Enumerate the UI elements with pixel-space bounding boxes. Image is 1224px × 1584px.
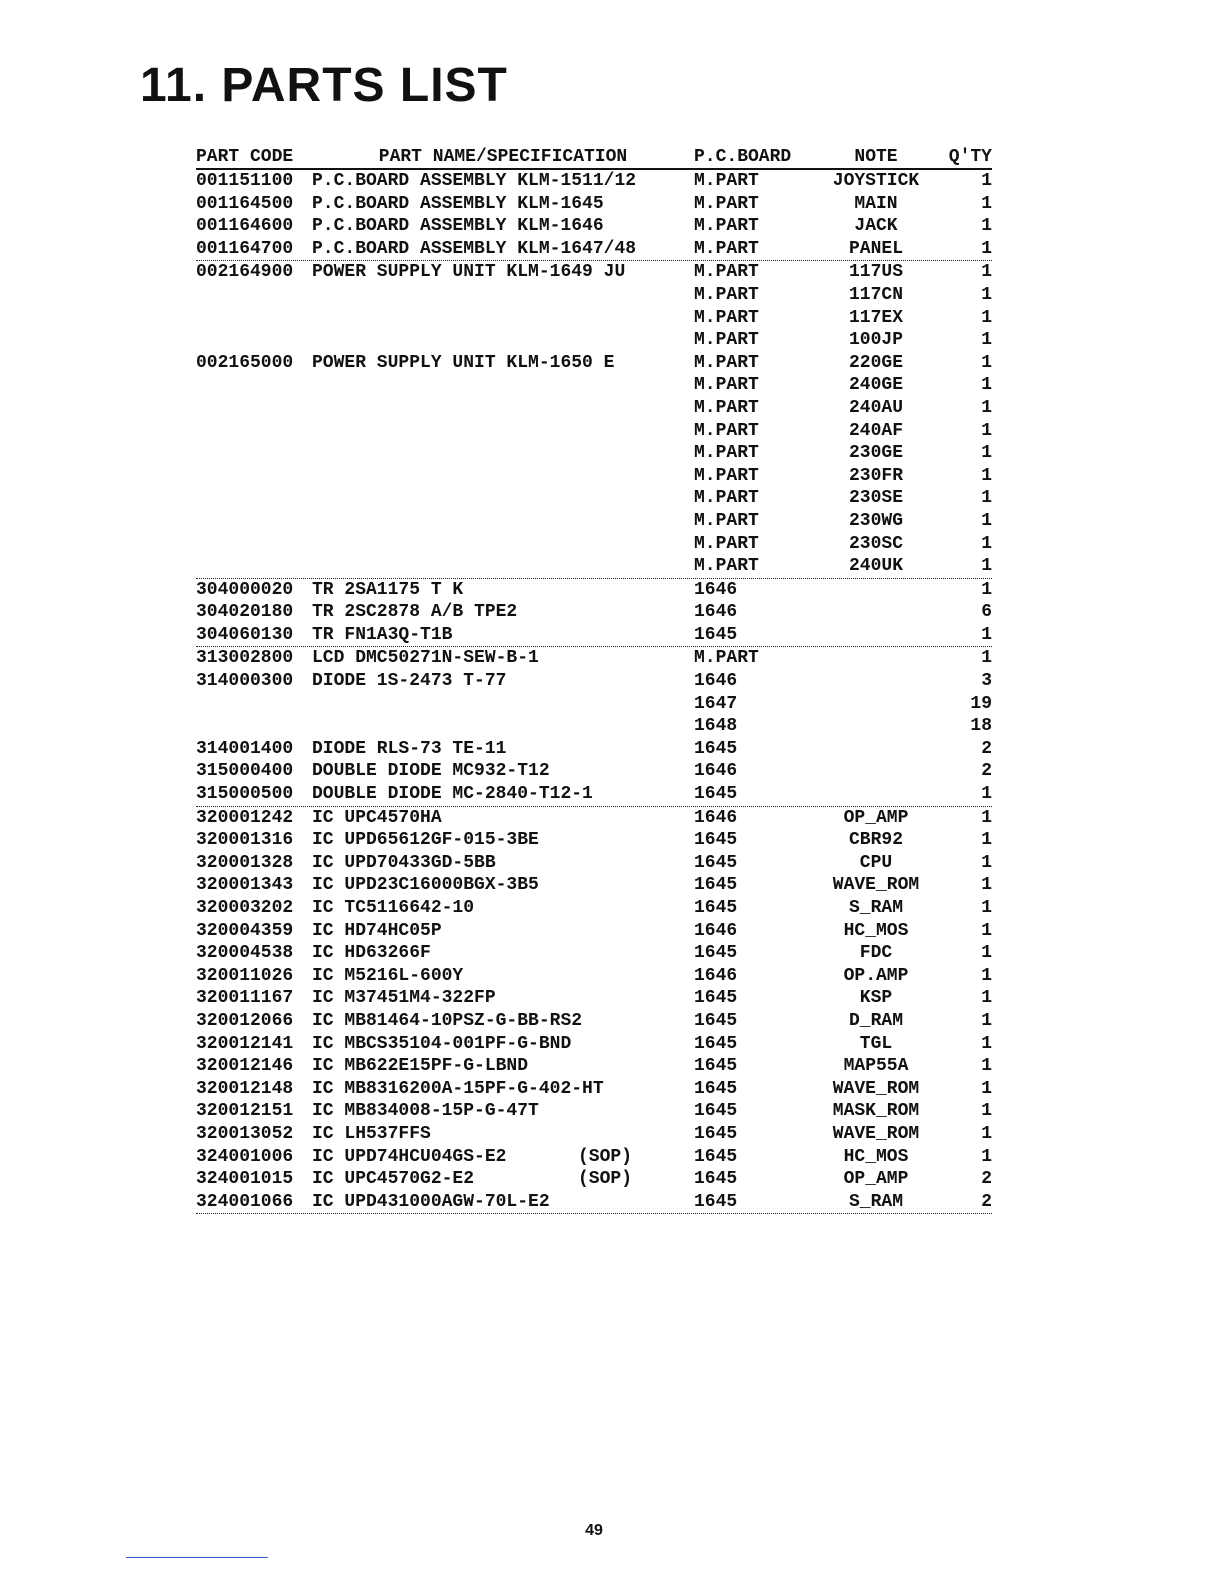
qty-cell: 1 [981, 920, 992, 941]
qty-cell: 1 [981, 171, 992, 191]
part-code-cell [196, 465, 312, 488]
pc-board-cell: M.PART [694, 352, 759, 373]
table-row [196, 1033, 992, 1056]
table-row [196, 942, 992, 965]
qty-cell: 18 [970, 716, 992, 737]
table-row [196, 307, 992, 330]
table-row [196, 760, 992, 783]
page-number: 49 [585, 1522, 603, 1539]
qty-cell: 1 [981, 375, 992, 396]
pc-board-cell: 1645 [694, 1078, 738, 1099]
part-code-cell: 001164500 [196, 193, 294, 214]
table-row [196, 1055, 992, 1078]
qty-cell: 1 [981, 397, 992, 418]
part-code-cell: 002165000 [196, 352, 294, 373]
part-code-cell: 304020180 [196, 602, 294, 623]
qty-cell: 1 [981, 784, 992, 805]
part-name-cell: IC UPD70433GD-5BB [312, 852, 496, 873]
part-name-cell [312, 693, 694, 716]
part-code-cell [196, 510, 312, 533]
part-code-cell [196, 420, 312, 443]
note-cell: TGL [859, 1033, 893, 1054]
part-code-cell: 320012066 [196, 1010, 294, 1031]
qty-cell: 1 [981, 216, 992, 237]
qty-cell: 1 [981, 556, 992, 577]
pc-board-cell: M.PART [694, 375, 759, 396]
pc-board-cell: 1648 [694, 716, 738, 737]
table-row [196, 442, 992, 465]
part-code-cell [196, 715, 312, 738]
qty-cell: 1 [981, 488, 992, 509]
part-name-cell: IC MB81464-10PSZ-G-BB-RS2 [312, 1010, 583, 1031]
table-row [196, 965, 992, 988]
footer-rule [126, 1557, 268, 1558]
qty-cell: 1 [981, 443, 992, 464]
header-qty: Q'TY [948, 147, 992, 167]
package-type: (SOP) [578, 1146, 633, 1167]
part-code-cell: 320012146 [196, 1056, 294, 1077]
part-code-cell: 320011026 [196, 965, 294, 986]
table-row [196, 487, 992, 510]
pc-board-cell: M.PART [694, 284, 759, 305]
page-title: 11. PARTS LIST [140, 59, 508, 112]
pc-board-cell: 1645 [694, 1010, 738, 1031]
note-cell: FDC [859, 943, 893, 964]
qty-cell: 1 [981, 807, 992, 828]
pc-board-cell: 1645 [694, 1056, 738, 1077]
part-code-cell: 304060130 [196, 624, 294, 645]
note-cell: WAVE_ROM [832, 1123, 920, 1144]
qty-cell: 1 [981, 852, 992, 873]
part-code-cell: 320011167 [196, 988, 294, 1009]
note-cell [814, 579, 938, 602]
table-row [196, 874, 992, 897]
qty-cell: 2 [981, 1191, 992, 1212]
qty-cell: 1 [981, 465, 992, 486]
pc-board-cell: M.PART [694, 193, 759, 214]
pc-board-cell: 1646 [694, 602, 738, 623]
part-code-cell: 320001316 [196, 830, 294, 851]
part-code-cell: 002164900 [196, 262, 294, 283]
note-cell: MAIN [854, 193, 898, 214]
part-code-cell: 320004538 [196, 943, 294, 964]
table-row [196, 397, 992, 420]
part-name-cell [312, 307, 694, 330]
pc-board-cell: 1646 [694, 671, 738, 692]
table-row [196, 510, 992, 533]
pc-board-cell: 1645 [694, 988, 738, 1009]
note-cell [814, 738, 938, 761]
note-cell: D_RAM [848, 1010, 903, 1031]
part-name-cell: DOUBLE DIODE MC-2840-T12-1 [312, 784, 593, 805]
part-code-cell: 320012148 [196, 1078, 294, 1099]
part-name-cell [312, 374, 694, 397]
note-cell: 230SC [848, 533, 903, 554]
header-part-name: PART NAME/SPECIFICATION [378, 147, 628, 167]
part-name-cell: IC UPD74HCU04GS-E2 (SOP) [312, 1146, 633, 1167]
part-name-cell: IC UPC4570G2-E2 (SOP) [312, 1169, 633, 1190]
note-cell: 100JP [848, 330, 903, 351]
part-name-cell [312, 533, 694, 556]
note-cell: JOYSTICK [832, 171, 920, 191]
part-name-cell: IC UPD65612GF-015-3BE [312, 830, 539, 851]
table-row [196, 533, 992, 556]
part-code-cell [196, 693, 312, 716]
part-code-cell [196, 329, 312, 352]
part-code-cell: 324001066 [196, 1191, 294, 1212]
part-code-cell [196, 374, 312, 397]
table-row [196, 1010, 992, 1033]
part-code-cell: 314001400 [196, 738, 294, 759]
table-row [196, 284, 992, 307]
pc-board-cell: 1645 [694, 1146, 738, 1167]
table-body [196, 170, 992, 1214]
note-cell: PANEL [848, 238, 903, 259]
qty-cell: 1 [981, 420, 992, 441]
note-cell: S_RAM [848, 898, 903, 918]
part-name-cell: IC UPC4570HA [312, 807, 442, 828]
pc-board-cell: 1646 [694, 761, 738, 782]
qty-cell: 1 [981, 307, 992, 328]
part-name-cell: DIODE RLS-73 TE-11 [312, 738, 507, 759]
part-code-cell: 314000300 [196, 671, 294, 692]
note-cell: WAVE_ROM [832, 1078, 920, 1099]
part-name-cell: IC HD63266F [312, 943, 431, 964]
pc-board-cell: 1645 [694, 898, 738, 918]
table-row [196, 352, 992, 375]
qty-cell: 1 [981, 830, 992, 851]
qty-cell: 1 [981, 330, 992, 351]
qty-cell: 2 [981, 761, 992, 782]
header-part-code: PART CODE [196, 147, 294, 167]
qty-cell: 19 [970, 693, 992, 714]
header-note: NOTE [854, 147, 898, 167]
part-code-cell: 001164600 [196, 216, 294, 237]
note-cell: 220GE [848, 352, 903, 373]
part-code-cell: 001151100 [196, 171, 294, 191]
qty-cell: 1 [981, 533, 992, 554]
pc-board-cell: M.PART [694, 510, 759, 531]
note-cell [814, 601, 938, 624]
note-cell: 240AF [848, 420, 903, 441]
table-row [196, 897, 992, 920]
table-row [196, 738, 992, 761]
part-name-cell: IC MB834008-15P-G-47T [312, 1101, 539, 1122]
qty-cell: 6 [981, 602, 992, 623]
note-cell [814, 670, 938, 693]
pc-board-cell: M.PART [694, 307, 759, 328]
note-cell: CPU [859, 852, 893, 873]
note-cell [814, 783, 938, 806]
qty-cell: 1 [981, 262, 992, 283]
qty-cell: 1 [981, 624, 992, 645]
note-cell: 230FR [848, 465, 903, 486]
note-cell: 230WG [848, 510, 903, 531]
part-code-cell [196, 533, 312, 556]
part-name-cell: TR 2SC2878 A/B TPE2 [312, 602, 518, 623]
table-row [196, 1191, 992, 1215]
part-name-cell: LCD DMC50271N-SEW-B-1 [312, 648, 539, 669]
note-cell: 240UK [848, 556, 903, 577]
qty-cell: 1 [981, 1146, 992, 1167]
note-cell: MASK_ROM [832, 1101, 920, 1122]
note-cell: 117US [848, 262, 903, 283]
qty-cell: 1 [981, 579, 992, 600]
part-name-cell: IC UPD23C16000BGX-3B5 [312, 875, 539, 896]
table-row [196, 215, 992, 238]
qty-cell: 1 [981, 875, 992, 896]
note-cell: 240AU [848, 397, 903, 418]
part-code-cell: 320012151 [196, 1101, 294, 1122]
table-row [196, 852, 992, 875]
note-cell: KSP [859, 988, 893, 1009]
note-cell [814, 760, 938, 783]
part-name-cell: POWER SUPPLY UNIT KLM-1649 JU [312, 262, 626, 283]
table-row [196, 829, 992, 852]
qty-cell: 1 [981, 352, 992, 373]
part-name-cell: IC M5216L-600Y [312, 965, 464, 986]
part-code-cell: 315000500 [196, 784, 294, 805]
note-cell: OP.AMP [843, 965, 909, 986]
qty-cell: 3 [981, 671, 992, 692]
note-cell: 117EX [848, 307, 903, 328]
table-row [196, 1123, 992, 1146]
part-name-cell [312, 420, 694, 443]
qty-cell: 1 [981, 943, 992, 964]
part-code-cell: 324001015 [196, 1169, 294, 1190]
part-name-cell: IC TC5116642-10 [312, 898, 475, 918]
note-cell: OP_AMP [843, 1169, 909, 1190]
part-name-cell: IC MB622E15PF-G-LBND [312, 1056, 529, 1077]
note-cell [814, 624, 938, 647]
part-name-cell: POWER SUPPLY UNIT KLM-1650 E [312, 352, 615, 373]
part-code-cell [196, 307, 312, 330]
table-row [196, 624, 992, 648]
note-cell [814, 693, 938, 716]
parts-table [196, 146, 992, 1214]
pc-board-cell: 1645 [694, 852, 738, 873]
pc-board-cell: M.PART [694, 533, 759, 554]
part-code-cell: 304000020 [196, 579, 294, 600]
pc-board-cell: 1645 [694, 875, 738, 896]
note-cell: CBR92 [848, 830, 903, 851]
pc-board-cell: M.PART [694, 443, 759, 464]
note-cell: MAP55A [843, 1056, 909, 1077]
qty-cell: 1 [981, 510, 992, 531]
table-row [196, 715, 992, 738]
pc-board-cell: 1646 [694, 579, 738, 600]
part-code-cell [196, 487, 312, 510]
qty-cell: 1 [981, 284, 992, 305]
qty-cell: 1 [981, 1123, 992, 1144]
pc-board-cell: 1645 [694, 1169, 738, 1190]
part-name-cell: IC MBCS35104-001PF-G-BND [312, 1033, 572, 1054]
note-cell: HC_MOS [843, 920, 909, 941]
pc-board-cell: 1646 [694, 965, 738, 986]
pc-board-cell: 1645 [694, 1101, 738, 1122]
table-row [196, 579, 992, 602]
table-row [196, 374, 992, 397]
pc-board-cell: 1646 [694, 920, 738, 941]
note-cell: 230GE [848, 443, 903, 464]
table-row [196, 238, 992, 262]
table-row [196, 1168, 992, 1191]
pc-board-cell: 1646 [694, 807, 738, 828]
pc-board-cell: M.PART [694, 330, 759, 351]
pc-board-cell: 1645 [694, 1191, 738, 1212]
part-code-cell: 320013052 [196, 1123, 294, 1144]
table-row [196, 329, 992, 352]
note-cell: 117CN [848, 284, 903, 305]
part-name-cell: IC UPD431000AGW-70L-E2 [312, 1191, 550, 1212]
part-code-cell [196, 397, 312, 420]
qty-cell: 1 [981, 1078, 992, 1099]
qty-cell: 1 [981, 648, 992, 669]
table-row [196, 1078, 992, 1101]
note-cell [814, 647, 938, 670]
part-name-cell: TR 2SA1175 T K [312, 579, 464, 600]
qty-cell: 1 [981, 965, 992, 986]
note-cell: OP_AMP [843, 807, 909, 828]
note-cell: HC_MOS [843, 1146, 909, 1167]
pc-board-cell: 1645 [694, 1123, 738, 1144]
pc-board-cell: 1645 [694, 738, 738, 759]
pc-board-cell: 1645 [694, 624, 738, 645]
part-name-cell: IC M37451M4-322FP [312, 988, 496, 1009]
part-name-cell [312, 487, 694, 510]
table-row [196, 1100, 992, 1123]
part-code-cell: 313002800 [196, 648, 294, 669]
pc-board-cell: 1645 [694, 1033, 738, 1054]
part-name-cell: P.C.BOARD ASSEMBLY KLM-1647/48 [312, 238, 637, 259]
part-code-cell: 320003202 [196, 898, 294, 918]
pc-board-cell: M.PART [694, 262, 759, 283]
table-row [196, 693, 992, 716]
table-row [196, 1146, 992, 1169]
pc-board-cell: 1645 [694, 830, 738, 851]
part-name-cell: TR FN1A3Q-T1B [312, 624, 453, 645]
part-code-cell: 320004359 [196, 920, 294, 941]
pc-board-cell: M.PART [694, 397, 759, 418]
table-row [196, 601, 992, 624]
part-code-cell: 320001242 [196, 807, 294, 828]
part-code-cell [196, 555, 312, 578]
part-name-cell: P.C.BOARD ASSEMBLY KLM-1511/12 [312, 171, 637, 191]
note-cell [814, 715, 938, 738]
qty-cell: 1 [981, 898, 992, 918]
part-code-cell: 320012141 [196, 1033, 294, 1054]
table-row [196, 783, 992, 807]
table-header [196, 146, 992, 170]
part-name-cell: P.C.BOARD ASSEMBLY KLM-1646 [312, 216, 604, 237]
table-row [196, 420, 992, 443]
qty-cell: 1 [981, 193, 992, 214]
table-row [196, 465, 992, 488]
pc-board-cell: 1647 [694, 693, 738, 714]
pc-board-cell: 1645 [694, 943, 738, 964]
part-name-cell: IC LH537FFS [312, 1123, 431, 1144]
qty-cell: 1 [981, 1101, 992, 1122]
part-code-cell [196, 284, 312, 307]
pc-board-cell: M.PART [694, 216, 759, 237]
qty-cell: 1 [981, 1010, 992, 1031]
pc-board-cell: M.PART [694, 556, 759, 577]
part-name-cell: P.C.BOARD ASSEMBLY KLM-1645 [312, 193, 604, 214]
part-code-cell [196, 442, 312, 465]
table-row [196, 193, 992, 216]
note-cell: 240GE [848, 375, 903, 396]
pc-board-cell: M.PART [694, 171, 759, 191]
part-name-cell [312, 715, 694, 738]
pc-board-cell: M.PART [694, 465, 759, 486]
part-name-cell [312, 397, 694, 420]
note-cell: 230SE [848, 488, 903, 509]
part-name-cell [312, 284, 694, 307]
table-row [196, 987, 992, 1010]
note-cell: WAVE_ROM [832, 875, 920, 896]
part-code-cell: 324001006 [196, 1146, 294, 1167]
pc-board-cell: M.PART [694, 488, 759, 509]
pc-board-cell: M.PART [694, 420, 759, 441]
part-name-cell [312, 555, 694, 578]
part-name-cell: DOUBLE DIODE MC932-T12 [312, 761, 550, 782]
part-name-cell: DIODE 1S-2473 T-77 [312, 671, 507, 692]
part-code-cell: 001164700 [196, 238, 294, 259]
qty-cell: 1 [981, 1033, 992, 1054]
part-name-cell [312, 329, 694, 352]
qty-cell: 2 [981, 1169, 992, 1190]
table-row [196, 807, 992, 830]
qty-cell: 2 [981, 738, 992, 759]
qty-cell: 1 [981, 1056, 992, 1077]
note-cell: JACK [854, 216, 898, 237]
table-row [196, 670, 992, 693]
part-code-cell: 320001343 [196, 875, 294, 896]
qty-cell: 1 [981, 988, 992, 1009]
part-name-cell [312, 442, 694, 465]
part-code-cell: 315000400 [196, 761, 294, 782]
header-pc-board: P.C.BOARD [694, 147, 792, 167]
table-row [196, 647, 992, 670]
table-row [196, 170, 992, 193]
part-name-cell [312, 510, 694, 533]
pc-board-cell: M.PART [694, 238, 759, 259]
qty-cell: 1 [981, 238, 992, 259]
table-row [196, 555, 992, 579]
part-name-cell: IC MB8316200A-15PF-G-402-HT [312, 1078, 604, 1099]
pc-board-cell: 1645 [694, 784, 738, 805]
note-cell: S_RAM [848, 1191, 903, 1212]
part-name-cell [312, 465, 694, 488]
pc-board-cell: M.PART [694, 648, 759, 669]
part-name-cell: IC HD74HC05P [312, 920, 442, 941]
table-row [196, 920, 992, 943]
package-type: (SOP) [578, 1169, 633, 1190]
table-row [196, 261, 992, 284]
part-code-cell: 320001328 [196, 852, 294, 873]
